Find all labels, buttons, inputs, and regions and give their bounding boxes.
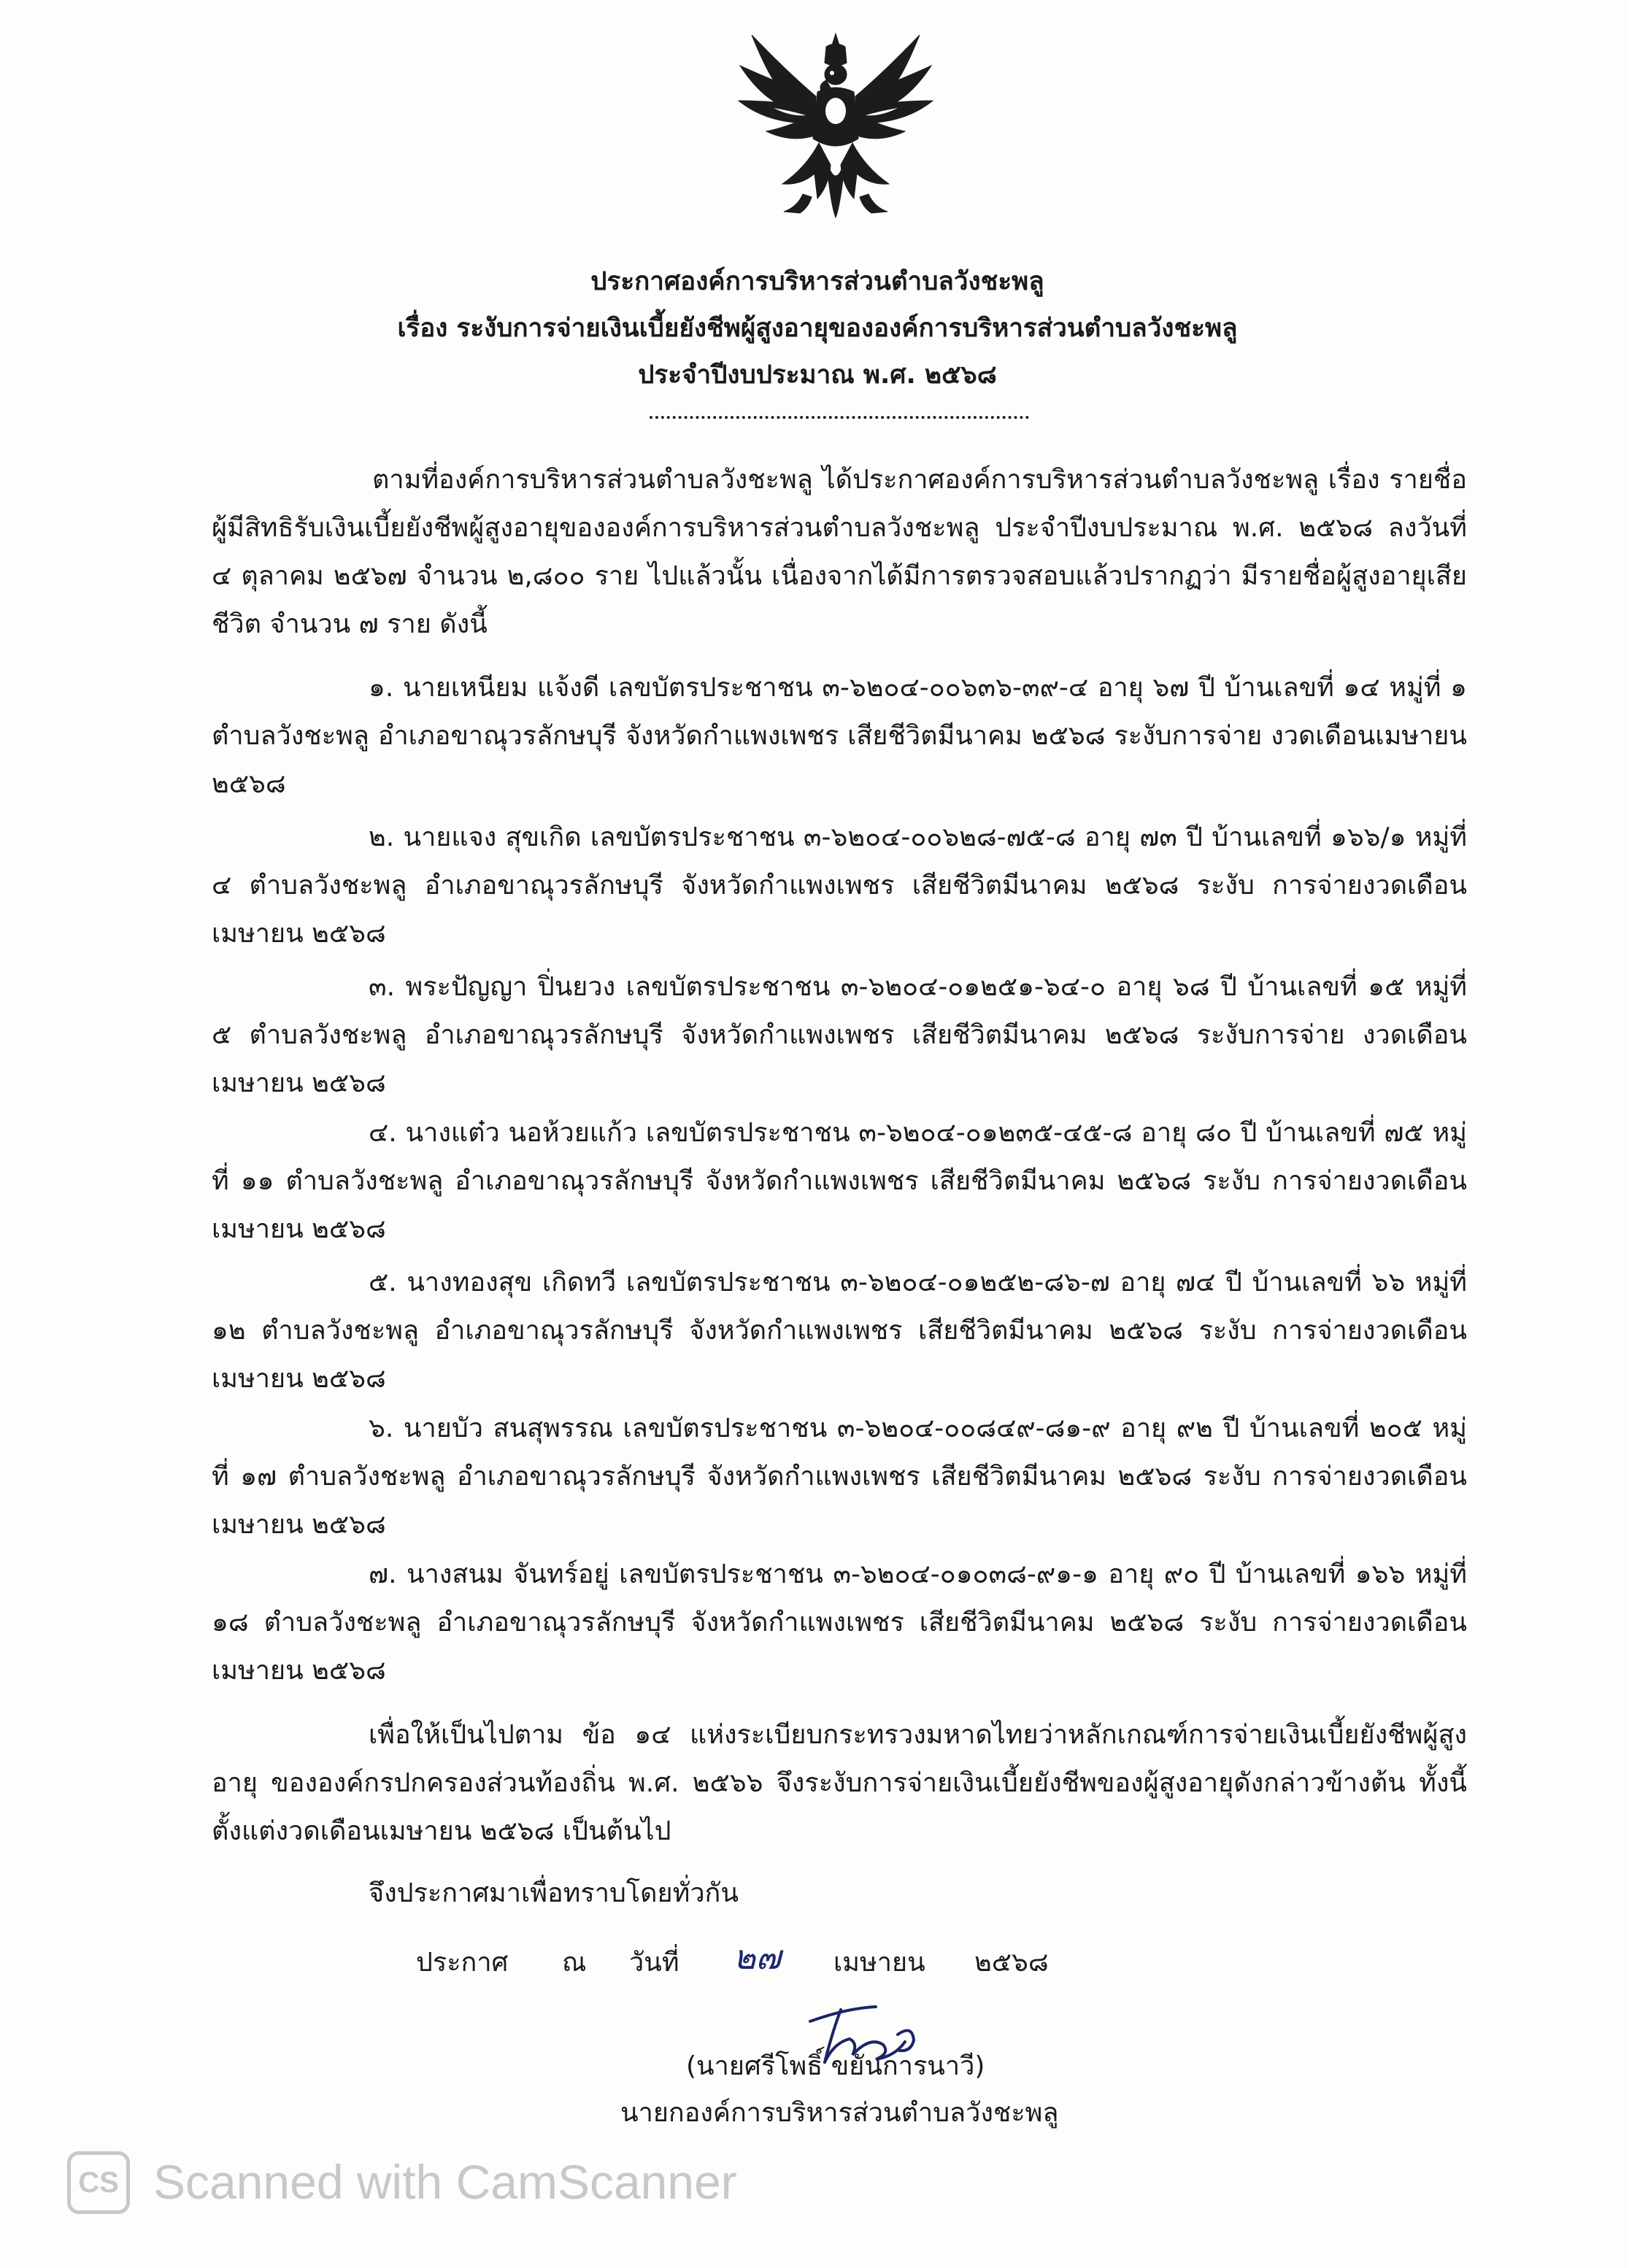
date-year: ๒๕๖๘ — [974, 1948, 1049, 1978]
date-month: เมษายน — [833, 1948, 925, 1978]
date-day-handwritten: ๒๗ — [733, 1937, 781, 1977]
camscanner-text: Scanned with CamScanner — [153, 2155, 737, 2209]
camscanner-watermark — [67, 2151, 943, 2217]
list-item: ๒. นายแจง สุขเกิด เลขบัตรประชาชน ๓-๖๒๐๔-๐๐๖๒๘-๗๕-๘ อายุ ๗๓ ปี บ้านเลขที่ ๑๖๖/๑ หมู่ที่ ๔ ตำบลวังชะพลู อำเภอขาณุวรลักษบุรี จังหวัดกำแพงเพชร เสียชีวิตมีนาคม ๒๕๖๘ ระงับ การจ่ายงวดเดือนเมษายน ๒๕๖๘ — [212, 822, 1467, 949]
intro-paragraph: ตามที่องค์การบริหารส่วนตำบลวังชะพลู ได้ประกาศองค์การบริหารส่วนตำบลวังชะพลู เรื่อง รายชื่อผู้มีสิทธิรับเงินเบี้ยยังชีพผู้สูงอายุขององค์การบริหารส่วนตำบลวังชะพลู ประจำปีงบประมาณ พ.ศ. ๒๕๖๘ ลงวันที่ ๔ ตุลาคม ๒๕๖๗ จำนวน ๒,๘๐๐ ราย ไปแล้วนั้น เนื่องจากได้มีการตรวจสอบแล้วปรากฏว่า มีรายชื่อผู้สูงอายุเสียชีวิต จำนวน ๗ ราย ดังนี้ — [212, 465, 1467, 639]
camscanner-logo-icon: CS — [67, 2151, 130, 2214]
garuda-emblem-icon — [730, 29, 941, 226]
signatory-name: (นายศรีโพธิ์ ขยันการนาวี) — [686, 2051, 985, 2081]
announce-statement: จึงประกาศมาเพื่อทราบโดยทั่วกัน — [369, 1878, 739, 1908]
announcement-title: ประกาศองค์การบริหารส่วนตำบลวังชะพลู — [590, 267, 1044, 296]
date-at: ณ — [562, 1948, 587, 1978]
announcement-subject: เรื่อง ระงับการจ่ายเงินเบี้ยยังชีพผู้สูงอายุขององค์การบริหารส่วนตำบลวังชะพลู — [397, 314, 1238, 343]
date-day-label: วันที่ — [629, 1948, 679, 1978]
list-item: ๖. นายบัว สนสุพรรณ เลขบัตรประชาชน ๓-๖๒๐๔-๐๐๘๔๙-๘๑-๙ อายุ ๙๒ ปี บ้านเลขที่ ๒๐๕ หมู่ที่ ๑๗ ตำบลวังชะพลู อำเภอขาณุวรลักษบุรี จังหวัดกำแพงเพชร เสียชีวิตมีนาคม ๒๕๖๘ ระงับ การจ่ายงวดเดือนเมษายน ๒๕๖๘ — [212, 1413, 1467, 1540]
announcement-fiscal-year: ประจำปีงบประมาณ พ.ศ. ๒๕๖๘ — [638, 360, 997, 390]
date-label: ประกาศ — [416, 1948, 509, 1978]
list-item: ๕. นางทองสุข เกิดทวี เลขบัตรประชาชน ๓-๖๒๐๔-๐๑๒๕๒-๘๖-๗ อายุ ๗๔ ปี บ้านเลขที่ ๖๖ หมู่ที่ ๑๒ ตำบลวังชะพลู อำเภอขาณุวรลักษบุรี จังหวัดกำแพงเพชร เสียชีวิตมีนาคม ๒๕๖๘ ระงับ การจ่ายงวดเดือนเมษายน ๒๕๖๘ — [212, 1268, 1467, 1394]
list-item: ๔. นางแต๋ว นอห้วยแก้ว เลขบัตรประชาชน ๓-๖๒๐๔-๐๑๒๓๕-๔๕-๘ อายุ ๘๐ ปี บ้านเลขที่ ๗๕ หมู่ที่ ๑๑ ตำบลวังชะพลู อำเภอขาณุวรลักษบุรี จังหวัดกำแพงเพชร เสียชีวิตมีนาคม ๒๕๖๘ ระงับ การจ่ายงวดเดือนเมษายน ๒๕๖๘ — [212, 1118, 1467, 1244]
title-divider — [650, 416, 1029, 419]
list-item: ๑. นายเหนียม แจ้งดี เลขบัตรประชาชน ๓-๖๒๐๔-๐๐๖๓๖-๓๙-๔ อายุ ๖๗ ปี บ้านเลขที่ ๑๔ หมู่ที่ ๑ ตำบลวังชะพลู อำเภอขาณุวรลักษบุรี จังหวัดกำแพงเพชร เสียชีวิตมีนาคม ๒๕๖๘ ระงับการจ่าย งวดเดือนเมษายน ๒๕๖๘ — [212, 673, 1467, 799]
list-item: ๗. นางสนม จันทร์อยู่ เลขบัตรประชาชน ๓-๖๒๐๔-๐๑๐๓๘-๙๑-๑ อายุ ๙๐ ปี บ้านเลขที่ ๑๖๖ หมู่ที่ ๑๘ ตำบลวังชะพลู อำเภอขาณุวรลักษบุรี จังหวัดกำแพงเพชร เสียชีวิตมีนาคม ๒๕๖๘ ระงับ การจ่ายงวดเดือนเมษายน ๒๕๖๘ — [212, 1559, 1467, 1686]
closing-paragraph: เพื่อให้เป็นไปตาม ข้อ ๑๔ แห่งระเบียบกระทรวงมหาดไทยว่าหลักเกณฑ์การจ่ายเงินเบี้ยยังชีพผู้สูงอายุ ขององค์กรปกครองส่วนท้องถิ่น พ.ศ. ๒๕๖๖ จึงระงับการจ่ายเงินเบี้ยยังชีพของผู้สูงอายุดังกล่าวข้างต้น ทั้งนี้ ตั้งแต่งวดเดือนเมษายน ๒๕๖๘ เป็นต้นไป — [212, 1720, 1467, 1846]
list-item: ๓. พระปัญญา ปิ่นยวง เลขบัตรประชาชน ๓-๖๒๐๔-๐๑๒๕๑-๖๔-๐ อายุ ๖๘ ปี บ้านเลขที่ ๑๕ หมู่ที่ ๕ ตำบลวังชะพลู อำเภอขาณุวรลักษบุรี จังหวัดกำแพงเพชร เสียชีวิตมีนาคม ๒๕๖๘ ระงับการจ่าย งวดเดือนเมษายน ๒๕๖๘ — [212, 972, 1467, 1098]
signatory-title: นายกองค์การบริหารส่วนตำบลวังชะพลู — [620, 2098, 1059, 2128]
